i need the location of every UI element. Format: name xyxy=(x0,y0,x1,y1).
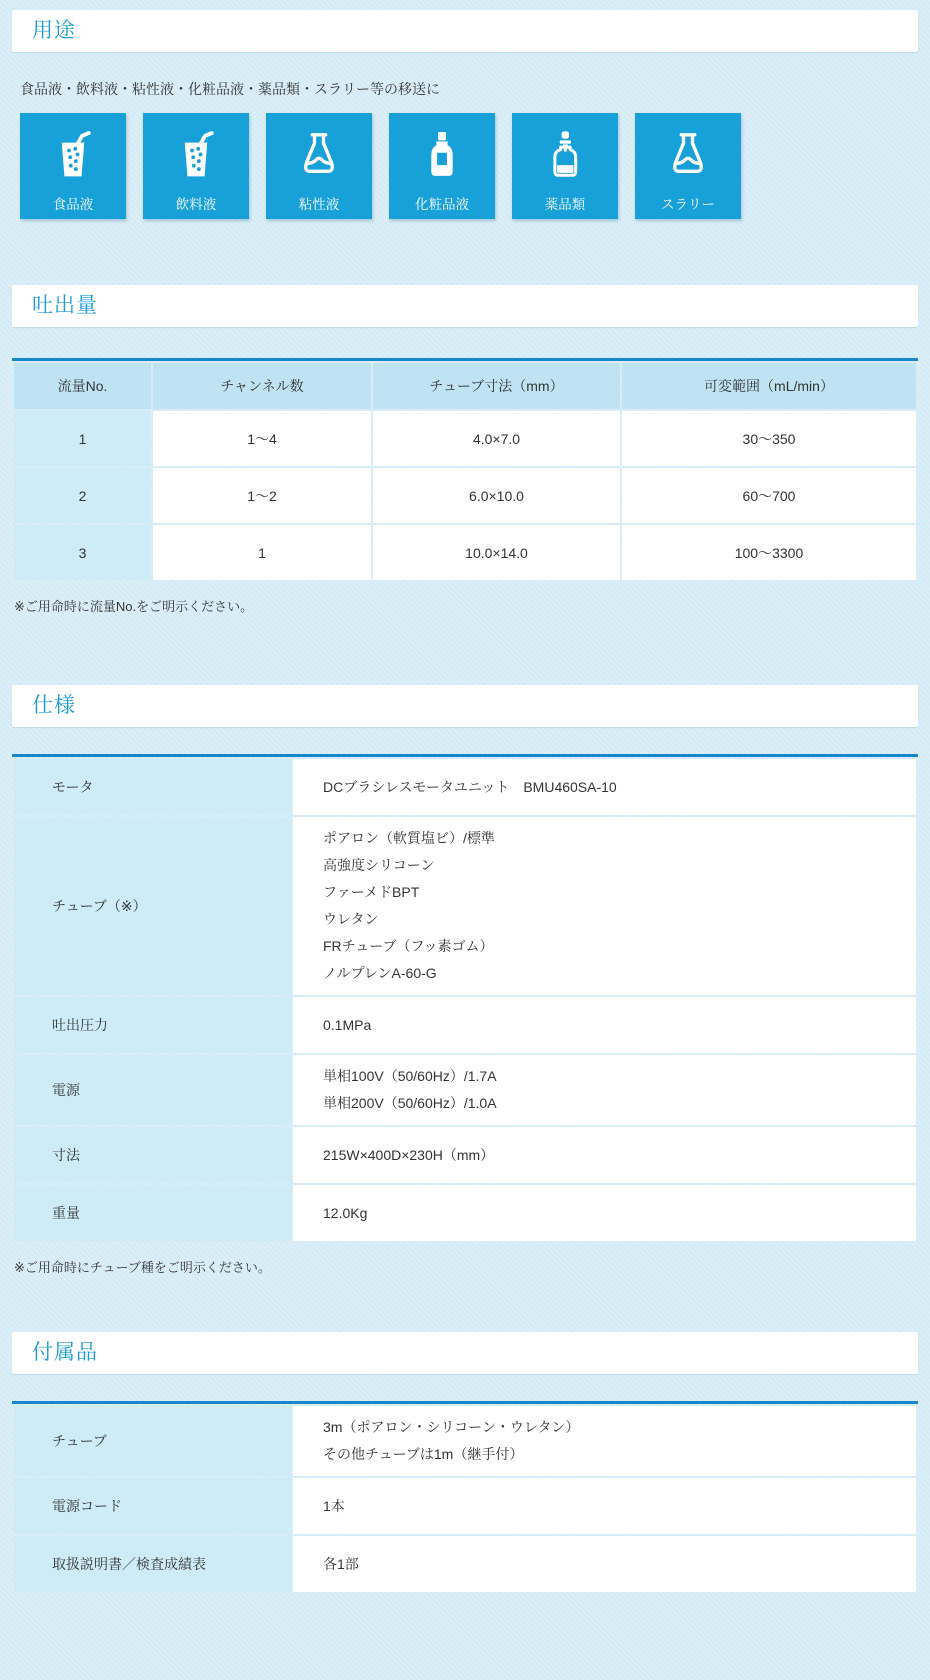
spec-value-line: ノルプレンA-60-G xyxy=(323,965,437,981)
spec-value-line: 単相200V（50/60Hz）/1.0A xyxy=(323,1095,497,1111)
column-header: 流量No. xyxy=(14,363,151,409)
tube-size-cell: 4.0×7.0 xyxy=(373,411,620,466)
tile-chemicals xyxy=(512,113,618,219)
channels-cell: 1〜4 xyxy=(153,411,371,466)
accessory-value-line: 3m（ポアロン・シリコーン・ウレタン） xyxy=(323,1419,580,1435)
spec-value-line: ウレタン xyxy=(323,911,379,927)
range-cell: 30〜350 xyxy=(622,411,916,466)
section-bar-specs xyxy=(12,685,918,727)
spec-value-line: 高強度シリコーン xyxy=(323,857,435,873)
spec-value xyxy=(293,1185,916,1241)
discharge-table-wrap xyxy=(12,358,918,582)
spec-label: チューブ（※） xyxy=(14,817,291,995)
bottle-icon xyxy=(415,127,469,183)
accessory-label: チューブ xyxy=(14,1406,291,1476)
accessory-value-line: 各1部 xyxy=(323,1555,359,1572)
tile-slurry xyxy=(635,113,741,219)
table-row xyxy=(14,1478,916,1534)
spec-label: 吐出圧力 xyxy=(14,997,291,1053)
spec-note: ※ご用命時にチューブ種をご明示ください。 xyxy=(14,1260,271,1275)
spec-value-line: 12.0Kg xyxy=(323,1204,368,1221)
tube-size-cell: 6.0×10.0 xyxy=(373,468,620,523)
spec-value-line: 215W×400D×230H（mm） xyxy=(323,1146,495,1163)
section-title-accessories: 付属品 xyxy=(32,1341,98,1364)
spec-value xyxy=(293,1055,916,1125)
flow-no-cell: 2 xyxy=(14,468,151,523)
range-cell: 60〜700 xyxy=(622,468,916,523)
section-bar-discharge xyxy=(12,285,918,327)
table-row xyxy=(14,1055,916,1125)
tile-beverage-liquid xyxy=(143,113,249,219)
section-bar-usage xyxy=(12,10,918,52)
flask-icon xyxy=(292,127,346,183)
table-row xyxy=(14,817,916,995)
tile-label: スラリー xyxy=(661,197,715,212)
table-row xyxy=(14,468,916,523)
accessory-value xyxy=(293,1478,916,1534)
accessory-label: 電源コード xyxy=(14,1478,291,1534)
flow-no-cell: 3 xyxy=(14,525,151,580)
usage-tiles xyxy=(20,113,918,219)
section-bar-accessories xyxy=(12,1332,918,1374)
channels-cell: 1〜2 xyxy=(153,468,371,523)
section-title-usage: 用途 xyxy=(32,19,76,42)
table-row xyxy=(14,997,916,1053)
spec-value-line: FRチューブ（フッ素ゴム） xyxy=(323,938,494,954)
accessory-label: 取扱説明書／検査成績表 xyxy=(14,1536,291,1592)
discharge-table xyxy=(12,361,918,582)
spec-value xyxy=(293,817,916,995)
table-row xyxy=(14,1185,916,1241)
table-row xyxy=(14,525,916,580)
flask-icon xyxy=(661,127,715,183)
usage-intro-text: 食品液・飲料液・粘性液・化粧品液・薬品類・スラリー等の移送に xyxy=(20,81,440,97)
section-title-discharge: 吐出量 xyxy=(32,294,98,317)
tile-label: 化粧品液 xyxy=(415,197,469,212)
spec-label: 重量 xyxy=(14,1185,291,1241)
spec-label: 寸法 xyxy=(14,1127,291,1183)
flow-no-cell: 1 xyxy=(14,411,151,466)
range-cell: 100〜3300 xyxy=(622,525,916,580)
tube-size-cell: 10.0×14.0 xyxy=(373,525,620,580)
spec-label: モータ xyxy=(14,759,291,815)
column-header: 可変範囲（mL/min） xyxy=(622,363,916,409)
table-row xyxy=(14,759,916,815)
dropper-bottle-icon xyxy=(538,127,592,183)
tile-label: 粘性液 xyxy=(298,197,340,212)
table-row xyxy=(14,1406,916,1476)
accessory-value xyxy=(293,1536,916,1592)
spec-value-line: ポアロン（軟質塩ビ）/標準 xyxy=(323,830,495,846)
spec-value xyxy=(293,1127,916,1183)
spec-table xyxy=(12,757,918,1243)
accessories-table-wrap xyxy=(12,1401,918,1594)
discharge-header-row xyxy=(14,363,916,409)
accessory-value-line: 1本 xyxy=(323,1497,345,1514)
drink-glass-icon xyxy=(169,127,223,183)
section-title-specs: 仕様 xyxy=(32,694,76,717)
spec-value xyxy=(293,759,916,815)
table-row xyxy=(14,411,916,466)
spec-label: 電源 xyxy=(14,1055,291,1125)
spec-value-line: 0.1MPa xyxy=(323,1016,372,1033)
tile-cosmetic-liquid xyxy=(389,113,495,219)
column-header: チャンネル数 xyxy=(153,363,371,409)
accessory-value xyxy=(293,1406,916,1476)
tile-label: 飲料液 xyxy=(175,197,217,212)
accessories-table xyxy=(12,1404,918,1594)
drink-glass-icon xyxy=(46,127,100,183)
spec-value-line: ファーメドBPT xyxy=(323,884,420,900)
tile-label: 薬品類 xyxy=(544,197,586,212)
spec-table-wrap xyxy=(12,754,918,1243)
tile-label: 食品液 xyxy=(52,197,94,212)
spec-value-line: 単相100V（50/60Hz）/1.7A xyxy=(323,1068,497,1084)
tile-food-liquid xyxy=(20,113,126,219)
accessory-value-line: その他チューブは1m（継手付） xyxy=(323,1446,524,1462)
spec-value-line: DCブラシレスモータユニット BMU460SA-10 xyxy=(323,778,617,795)
table-row xyxy=(14,1127,916,1183)
tile-viscous-liquid xyxy=(266,113,372,219)
column-header: チューブ寸法（mm） xyxy=(373,363,620,409)
table-row xyxy=(14,1536,916,1592)
channels-cell: 1 xyxy=(153,525,371,580)
discharge-note: ※ご用命時に流量No.をご明示ください。 xyxy=(14,599,254,614)
spec-value xyxy=(293,997,916,1053)
